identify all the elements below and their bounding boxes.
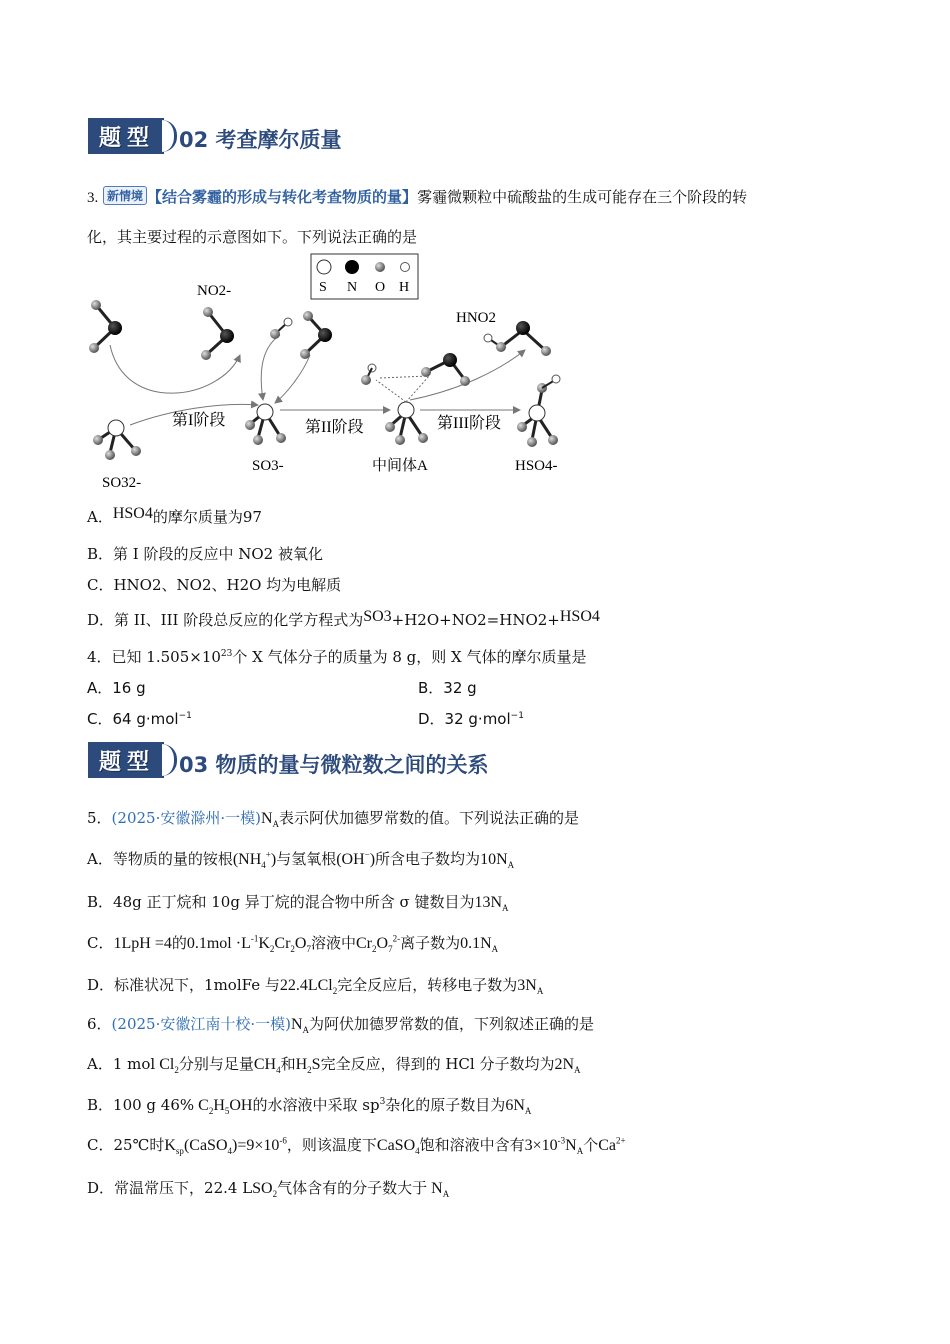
q3-option-d: D．第 II、III 阶段总反应的化学方程式为SO3+H2O+NO2=HNO2+HSO4 [87, 608, 600, 629]
q4-stem: 4．已知 $1.505\times 10^{23}$个 X 气体分子的质量为 8 g，则 X 气体的摩尔质量是 [87, 648, 587, 666]
q5-stem: 5．(2025·安徽滁州·一模)$N_A$表示阿伏加德罗常数的值。下列说法正确的是 [87, 809, 580, 830]
q4-option-b: B．32 g [418, 679, 477, 697]
q4-option-d: D．32 g·mol$^{-1}$ [418, 710, 524, 728]
label-stage2: 第II阶段 [305, 419, 364, 436]
label-stage3: 第III阶段 [437, 415, 501, 432]
q6-option-d: D．常温常压下，22.4 $LSO_2$气体含有的分子数大于 $N_A$ [87, 1179, 450, 1200]
q4-option-a: A．16 g [87, 679, 146, 697]
section-badge [88, 742, 176, 778]
label-stage1: 第I阶段 [172, 412, 226, 429]
q3-stem-line2: 化，其主要过程的示意图如下。下列说法正确的是 [87, 228, 418, 246]
molecule-oh [270, 311, 332, 359]
badge-label: 题型 [98, 749, 155, 775]
molecule-hso4 [517, 375, 560, 447]
molecule-no2-1 [89, 300, 122, 353]
label-hno2: HNO2 [456, 310, 496, 326]
q6-stem: 6．(2025·安徽江南十校·一模)$N_A$为阿伏加德罗常数的值，下列叙述正确的是 [87, 1015, 595, 1036]
molecule-so3 [245, 404, 286, 445]
label-so3-2: SO32- [102, 475, 142, 491]
molecule-no2-2 [201, 307, 234, 360]
legend-h: H [399, 280, 410, 295]
q3-option-b: B．第 I 阶段的反应中 NO2 被氧化 [87, 545, 323, 563]
legend-box [311, 254, 418, 299]
reaction-diagram [80, 250, 600, 495]
q3-option-c: C．HNO2、NO2、H2O 均为电解质 [87, 576, 342, 594]
q3-option-a: A．HSO4的摩尔质量为97 [87, 505, 262, 526]
badge-label: 题型 [98, 125, 155, 151]
section-title: 02 考查摩尔质量 [179, 128, 342, 152]
molecule-hno2 [484, 321, 551, 356]
q5-option-d: D．标准状况下，1molFe 与22.4LCl$_2$完全反应后，转移电子数为$3N_A$ [87, 976, 544, 997]
q5-option-b: B．48g 正丁烷和 10g 异丁烷的混合物中所含 σ 键数目为$13N_A$ [87, 893, 509, 914]
q6-option-c: C．25℃时$K_{sp}(CaSO_4)=9\times 10^{-6}$，则该温度下CaSO$_4$饱和溶液中含有$3\times 10^{-3}N_A$个$Ca^{2+}$ [87, 1135, 626, 1157]
q5-option-c: C．1LpH =4的$0.1mol \cdot L^{-1}K_2Cr_2O_7$溶液中$Cr_2O_7^{2-}$离子数为$0.1N_A$ [87, 933, 499, 955]
legend-o: O [375, 280, 386, 295]
q3-stem-line1: 3. 新情境 【结合雾霾的形成与转化考查物质的量】雾霾微颗粒中硫酸盐的生成可能存在三个阶段的转 [87, 188, 748, 206]
q3-highlight: 【结合雾霾的形成与转化考查物质的量】 [147, 188, 418, 206]
q6-option-a: A．1 mol $Cl_2$分别与足量$CH_4$和$H_2S$完全反应，得到的 HCl 分子数均为$2N_A$ [87, 1055, 581, 1076]
section-title: 03 物质的量与微粒数之间的关系 [179, 753, 489, 777]
label-hso4: HSO4- [515, 458, 558, 474]
label-so3: SO3- [252, 458, 284, 474]
section-badge [88, 118, 176, 154]
legend-n: N [347, 280, 358, 295]
q5-option-a: A．等物质的量的铵根$(NH_4^+)$与氢氧根(OH−)所含电子数均为$10N_A$ [87, 849, 515, 871]
new-context-tag: 新情境 [103, 186, 147, 205]
label-no2: NO2- [197, 283, 232, 299]
q6-option-b: B．100 g 46% $C_2H_5OH$的水溶液中采取 $sp^3$杂化的原子数目为$6N_A$ [87, 1096, 532, 1117]
label-intermediate: 中间体A [372, 458, 428, 474]
molecule-so3-2 [93, 420, 141, 460]
q4-option-c: C．64 g·mol$^{-1}$ [87, 710, 192, 728]
legend-s: S [319, 280, 327, 295]
q6-source: (2025·安徽江南十校·一模) [111, 1015, 291, 1033]
q5-source: (2025·安徽滁州·一模) [111, 809, 261, 827]
